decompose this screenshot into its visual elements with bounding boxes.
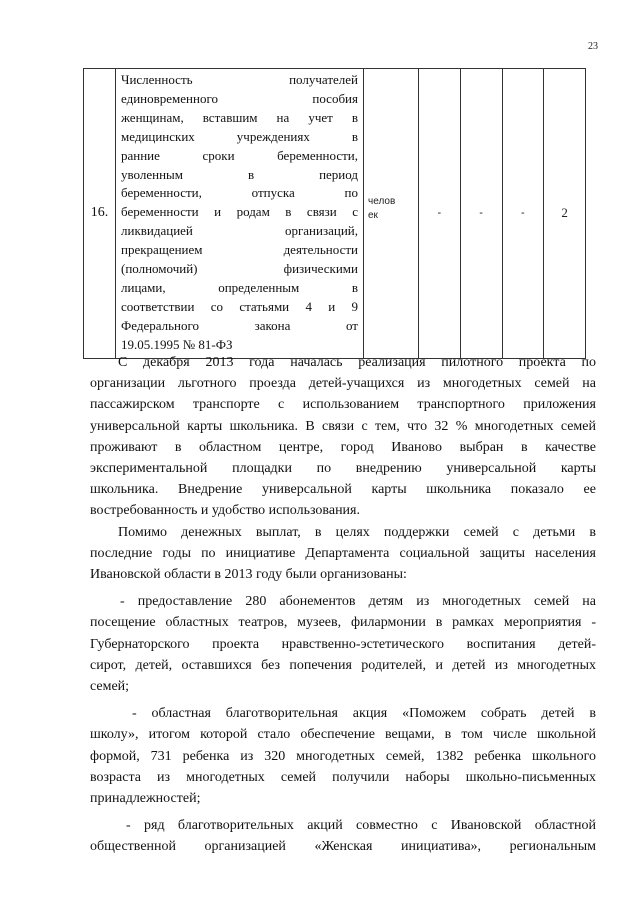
text-line: С декабря 2013 года началась реализация пилотного проекта по [118,355,596,370]
body-text [90,352,596,858]
description-line: лицами, определенным в [121,279,358,295]
description-line: 19.05.1995 № 81-ФЗ [121,336,233,352]
text-line: посещение областных театров, музеев, филармонии в рамках мероприятия - [90,615,596,631]
text-line: возраста из многодетных семей получили наборы школьно-письменных [90,769,596,785]
text-line: проживают в областном центре, город Иваново выбран в качестве [90,439,596,455]
row-description [116,69,364,359]
text-line: универсальной карты школьника. В связи с тем, что 32 % многодетных семей [90,418,596,434]
description-line: прекращением деятельности [121,242,358,258]
unit-cell [364,69,419,359]
text-line: экспериментальной площадки по внедрению универсальной карты [90,461,596,477]
value-cell: - [419,69,461,359]
text-line: Помимо денежных выплат, в целях поддержки семей с детьми в [118,524,596,540]
text-line: пассажирском транспорте с использованием транспортного приложения [90,397,596,413]
text-line: принадлежностей; [90,791,201,807]
text-line: сирот, детей, оставшихся без попечения родителей, и детей из многодетных [90,657,596,673]
text-line: Ивановской области в 2013 году были организованы: [90,567,407,583]
description-line: ликвидацией организаций, [121,223,358,239]
paragraph [90,352,596,522]
description-line: ранние сроки беременности, [121,147,358,163]
text-line: общественной организацией «Женская инициатива», региональным [90,839,596,855]
row-number: 16. [84,69,116,359]
list-item [90,591,596,697]
description-line: беременности и родам в связи с [121,204,358,220]
description-line: (полномочий) физическими [121,261,358,277]
text-line: семей; [90,679,130,695]
unit-line: ек [368,210,378,222]
text-line: Губернаторского проекта нравственно-эстетического воспитания детей- [90,636,596,652]
description-line: Численность получателей [121,72,358,87]
page-number: 23 [588,41,598,52]
description-line: Федерального закона от [121,317,358,333]
description-line: уволенным в период [121,166,358,182]
description-line: единовременного пособия [121,90,358,106]
value-cell: 2 [544,69,586,359]
text-line: востребованность и удобство использования. [90,503,360,519]
table-row [84,69,586,359]
text-line: последние годы по инициативе Департамента социальной защиты населения [90,545,596,561]
description-line: беременности, отпуска по [121,185,358,201]
text-line: организации льготного проезда детей-учащихся из многодетных семей на [90,376,596,392]
text-line: школьника. Внедрение универсальной карты школьника показало ее [90,482,596,498]
description-line: медицинских учреждениях в [121,128,358,144]
description-line: соответствии со статьями 4 и 9 [121,298,358,314]
text-line: - ряд благотворительных акций совместно с Ивановской областной [126,818,596,834]
list-item [90,703,596,809]
unit-line: челов [368,196,396,208]
paragraph [90,522,596,586]
text-line: школу», итогом которой стало обеспечение вещами, в том числе школьной [90,727,596,743]
text-line: - предоставление 280 абонементов детям из многодетных семей на [120,594,596,610]
text-line: формой, 731 ребенка из 320 многодетных семей, 1382 ребенка школьного [90,748,596,764]
value-cell: - [460,69,502,359]
statistics-table [83,68,586,359]
description-line: женщинам, вставшим на учет в [121,109,358,125]
value-cell: - [502,69,544,359]
list-item [90,815,596,857]
text-line: - областная благотворительная акция «Поможем собрать детей в [132,706,596,722]
